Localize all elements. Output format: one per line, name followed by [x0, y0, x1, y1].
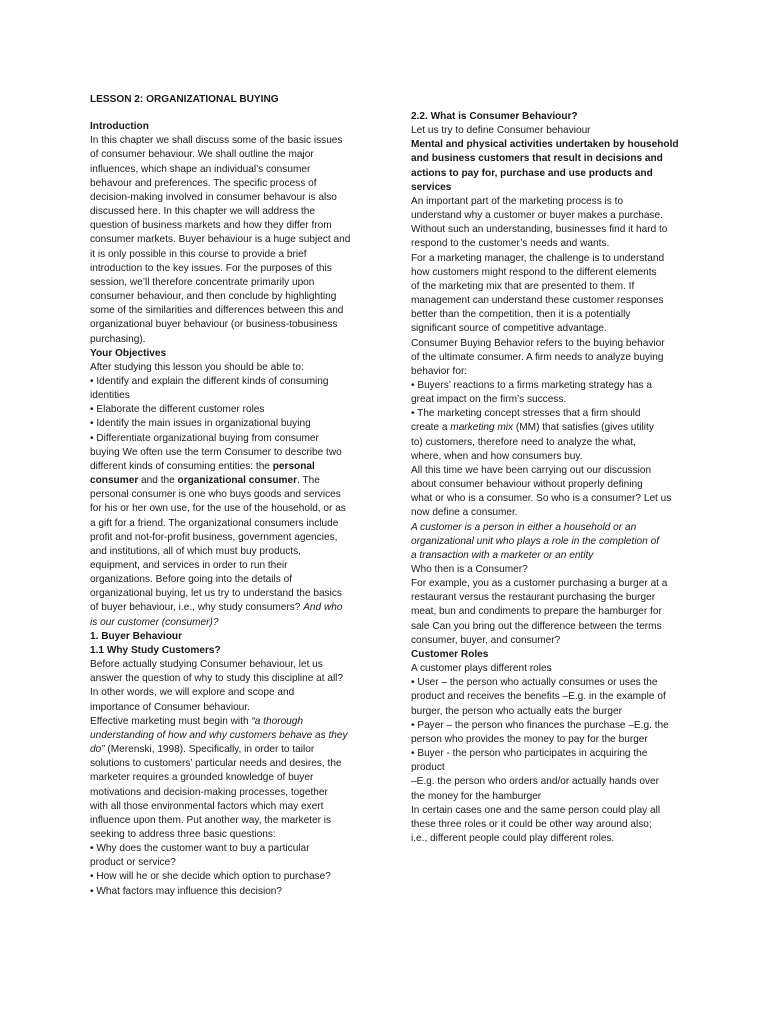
text-line: what or who is a consumer. So who is a consumer? Let us — [411, 493, 672, 505]
text-line: the money for the hamburger — [411, 790, 542, 802]
basics-text: of buyer behaviour, i.e., why study consumers? — [90, 602, 304, 614]
create-text: create a — [411, 422, 451, 434]
text-line: seeking to address three basic questions: — [90, 828, 276, 840]
text-line: • The marketing concept stresses that a firm should — [411, 408, 641, 420]
right-column — [411, 0, 679, 846]
customer-roles-heading: Customer Roles — [411, 648, 489, 660]
mm-text: (MM) that satisfies (gives utility — [513, 422, 654, 434]
text-line: In other words, we will explore and scope and — [90, 687, 295, 699]
text-line: • Buyer - the person who participates in acquiring the — [411, 748, 648, 760]
text-line: these three roles or it could be other way around also; — [411, 818, 652, 830]
text-line: For example, you as a customer purchasing a burger at a — [411, 578, 668, 590]
text-line: i.e., different people could play different roles. — [411, 832, 615, 844]
objectives-heading: Your Objectives — [90, 347, 167, 359]
text-line: Mental and physical activities undertaken by household — [411, 139, 679, 151]
text-line: of the ultimate consumer. A firm needs to analyze buying — [411, 351, 664, 363]
organizational-consumer-term: organizational consumer — [177, 475, 298, 487]
customer-roles-list — [411, 662, 679, 846]
introduction-heading: Introduction — [90, 121, 149, 133]
quote-line — [90, 729, 410, 743]
text-line: it is only possible in this course to provide a brief — [90, 248, 307, 260]
text-line: understand why a customer or buyer makes a purchase. — [411, 210, 663, 222]
text-line: introduction to the key issues. For the purposes of this — [90, 262, 332, 274]
text-line: with all those environmental factors which may exert — [90, 800, 324, 812]
text-line: marketer requires a grounded knowledge of buyer — [90, 772, 314, 784]
text-line: In certain cases one and the same person could play all — [411, 804, 661, 816]
text-line: • User – the person who actually consumes or uses the — [411, 677, 658, 689]
text-line: some of the similarities and differences between this and — [90, 305, 344, 317]
citation-text: (Merenski, 1998). Specifically, in order to tailor — [104, 744, 315, 756]
text-line: –E.g. the person who orders and/or actually hands over — [411, 776, 660, 788]
definition-bold — [411, 138, 679, 195]
text-line: of consumer behaviour. We shall outline the major — [90, 149, 314, 161]
text-line: In this chapter we shall discuss some of the basic issues — [90, 135, 343, 147]
text-line: • Identify and explain the different kinds of consuming — [90, 375, 329, 387]
basics-line — [90, 601, 410, 615]
text-line: • Why does the customer want to buy a particular — [90, 843, 310, 855]
who-consumer-paragraph — [411, 563, 679, 648]
text-line: a transaction with a marketer or an entity — [411, 549, 594, 561]
text-line: restaurant versus the restaurant purchasing the burger — [411, 592, 656, 604]
define-line: Let us try to define Consumer behaviour — [411, 125, 591, 137]
lesson-title: LESSON 2: ORGANIZATIONAL BUYING — [90, 94, 279, 105]
effective-line — [90, 715, 410, 729]
text-line: buying We often use the term Consumer to describe two — [90, 446, 342, 458]
personal-consumer-paragraph — [90, 488, 410, 601]
text-line: A customer is a person in either a household or an — [411, 521, 637, 533]
quote-end-line — [90, 743, 410, 757]
text-line: consumer behaviour, and then conclude by highlighting — [90, 291, 337, 303]
text-line: and institutions, all of which must buy products, — [90, 545, 301, 557]
quote-end: do” — [90, 744, 105, 756]
text-line: importance of Consumer behaviour. — [90, 701, 250, 713]
why-study-heading: 1.1 Why Study Customers? — [90, 644, 221, 656]
text-line: • Elaborate the different customer roles — [90, 404, 265, 416]
text-line: equipment, and services in order to run their — [90, 560, 288, 571]
text-line: great impact on the firm’s success. — [411, 394, 567, 406]
left-column — [90, 0, 410, 899]
text-line: discussed here. In this chapter we will address the — [90, 206, 315, 218]
text-line: identities — [90, 390, 130, 402]
marketing-mix-term: marketing mix — [450, 422, 514, 434]
text-line: person who provides the money to pay for the burger — [411, 733, 648, 745]
text-line: burger, the person who actually eats the burger — [411, 705, 622, 717]
quote-middle: understanding of how and why customers behave as they — [90, 729, 348, 741]
text-line: Before actually studying Consumer behaviour, let us — [90, 659, 323, 671]
quote-start: “a thorough — [251, 715, 304, 727]
text-line: meat, bun and condiments to prepare the hamburger for — [411, 606, 662, 618]
text-line: organizational buying, let us try to understand the basics — [90, 588, 342, 600]
marketing-mix-paragraph — [411, 436, 679, 521]
text-line: Without such an understanding, businesses find it hard to — [411, 224, 668, 236]
text-line: solutions to customers’ particular needs and desires, the — [90, 758, 342, 770]
text-line: services — [411, 181, 452, 193]
text-line: behavior for: — [411, 365, 468, 377]
text-line: organizations. Before going into the details of — [90, 574, 293, 586]
consumer-behaviour-heading: 2.2. What is Consumer Behaviour? — [411, 111, 578, 122]
text-line: sale Can you bring out the difference between the terms — [411, 620, 662, 632]
text-line: a gift for a friend. The organizational consumers include — [90, 517, 339, 529]
consumer-term: consumer — [90, 475, 139, 487]
consumer-line — [90, 474, 410, 488]
personal-term: personal — [272, 460, 315, 472]
text-line: influences, which shape an individual’s consumer — [90, 163, 311, 175]
text-line: • What factors may influence this decision? — [90, 885, 283, 897]
customer-definition-italic — [411, 521, 679, 563]
text-line: purchasing). — [90, 333, 146, 345]
text-line: • How will he or she decide which option to purchase? — [90, 871, 331, 883]
text-line: better than the competition, then it is a potentially — [411, 309, 631, 321]
text-line: decision-making involved in consumer behavour is also — [90, 191, 337, 203]
text-line: profit and not-for-profit business, government agencies, — [90, 531, 338, 543]
text-line: management can understand these customer responses — [411, 295, 664, 307]
text-line: A customer plays different roles — [411, 663, 552, 675]
important-paragraph — [411, 195, 679, 422]
entities-line — [90, 460, 410, 474]
text-line: • Identify the main issues in organizational buying — [90, 418, 311, 430]
effective-text: Effective marketing must begin with — [90, 715, 252, 727]
text-line: motivations and decision-making processes, together — [90, 786, 328, 798]
customer-question-line — [90, 616, 410, 630]
text-line: consumer, buyer, and consumer? — [411, 634, 561, 646]
effective-marketing-paragraph — [90, 757, 410, 899]
text-line: Who then is a Consumer? — [411, 564, 528, 575]
the-text: . The — [297, 475, 320, 487]
text-line: to) customers, therefore need to analyze the what, — [411, 436, 636, 448]
text-line: where, when and how consumers buy. — [411, 450, 583, 462]
text-line: After studying this lesson you should be able to: — [90, 361, 304, 373]
and-text: and the — [138, 475, 178, 487]
text-line: actions to pay for, purchase and use products and — [411, 167, 653, 179]
text-line: All this time we have been carrying out our discussion — [411, 464, 652, 476]
text-line: for his or her own use, for the use of the household, or as — [90, 503, 346, 515]
why-study-paragraph — [90, 658, 410, 715]
text-line: session, we’ll therefore concentrate primarily upon — [90, 276, 315, 288]
text-line: question of business markets and how they differ from — [90, 220, 332, 232]
text-line: influence upon them. Put another way, the marketer is — [90, 814, 332, 826]
text-line: • Differentiate organizational buying from consumer — [90, 432, 319, 444]
text-line: organizational buyer behaviour (or business-tobusiness — [90, 319, 338, 331]
objectives-list — [90, 361, 410, 460]
text-line: of the marketing mix that are presented to them. If — [411, 280, 635, 292]
text-line: • Payer – the person who finances the purchase –E.g. the — [411, 719, 669, 731]
text-line: significant source of competitive advantage. — [411, 323, 607, 335]
marketing-mix-line — [411, 421, 679, 435]
text-line: Consumer Buying Behavior refers to the buying behavior — [411, 337, 665, 349]
entities-text: different kinds of consuming entities: the — [90, 460, 273, 472]
text-line: consumer markets. Buyer behaviour is a huge subject and — [90, 234, 351, 246]
text-line: answer the question of why to study this discipline at all? — [90, 673, 344, 685]
text-line: about consumer behaviour without properly defining — [411, 479, 643, 491]
introduction-paragraph — [90, 134, 410, 346]
and-who-text: And who — [303, 602, 343, 614]
text-line: personal consumer is one who buys goods and services — [90, 489, 341, 501]
customer-question: is our customer (consumer)? — [90, 616, 219, 628]
buyer-behaviour-heading: 1. Buyer Behaviour — [90, 630, 182, 642]
text-line: product and receives the benefits –E.g. in the example of — [411, 691, 666, 703]
text-line: respond to the customer’s needs and wants. — [411, 238, 610, 250]
text-line: organizational unit who plays a role in the completion of — [411, 535, 660, 547]
text-line: • Buyers’ reactions to a firms marketing strategy has a — [411, 379, 653, 391]
text-line: how customers might respond to the different elements — [411, 266, 657, 278]
text-line: product — [411, 762, 445, 774]
text-line: and business customers that result in decisions and — [411, 153, 663, 165]
text-line: now define a consumer. — [411, 507, 518, 519]
text-line: behavour and preferences. The specific process of — [90, 177, 317, 189]
text-line: For a marketing manager, the challenge is to understand — [411, 252, 665, 264]
text-line: product or service? — [90, 857, 176, 869]
text-line: An important part of the marketing process is to — [411, 195, 624, 207]
